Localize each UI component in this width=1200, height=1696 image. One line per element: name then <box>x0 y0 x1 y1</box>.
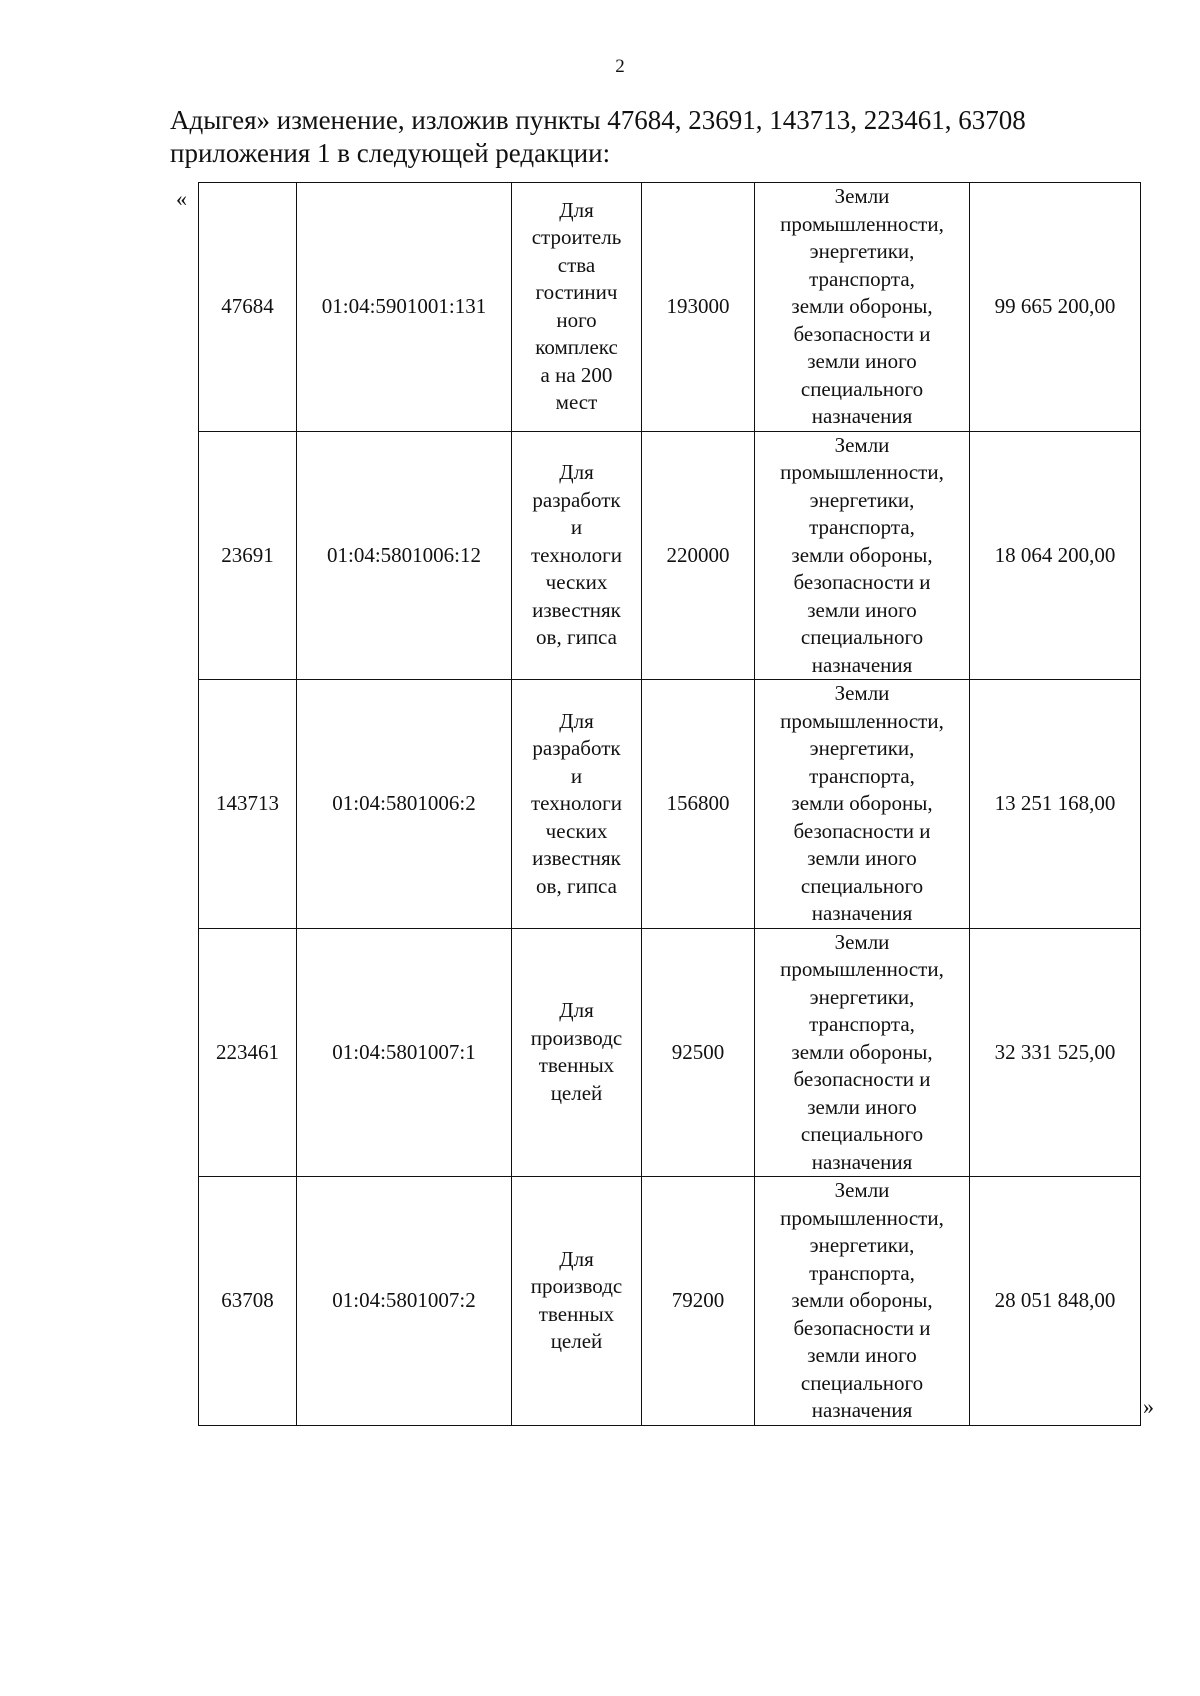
land-category: Земли промышленности, энергетики, транспорта, земли обороны, безопасности и земли иного специального назначения <box>755 1177 970 1426</box>
plot-area: 79200 <box>642 1177 755 1426</box>
cadastral-value: 13 251 168,00 <box>970 680 1141 929</box>
land-category: Земли промышленности, энергетики, транспорта, земли обороны, безопасности и земли иного специального назначения <box>755 183 970 432</box>
cadastral-value: 28 051 848,00 <box>970 1177 1141 1426</box>
plot-number: 47684 <box>199 183 297 432</box>
opening-quote: « <box>176 186 187 211</box>
plot-number: 223461 <box>199 928 297 1177</box>
cadastral-value: 32 331 525,00 <box>970 928 1141 1177</box>
table-row <box>199 183 1141 432</box>
plot-area: 92500 <box>642 928 755 1177</box>
land-plots-table <box>198 182 1141 1426</box>
plot-number: 143713 <box>199 680 297 929</box>
intro-line-2: приложения 1 в следующей редакции: <box>170 138 611 168</box>
permitted-use: Для разработк и технологи ческих известняк ов, гипса <box>512 431 642 680</box>
table-row <box>199 680 1141 929</box>
permitted-use: Для производс твенных целей <box>512 928 642 1177</box>
cadastral-number: 01:04:5801007:1 <box>297 928 512 1177</box>
cadastral-number: 01:04:5801006:2 <box>297 680 512 929</box>
intro-line-1: Адыгея» изменение, изложив пункты 47684, 23691, 143713, 223461, 63708 <box>170 105 1026 135</box>
cadastral-number: 01:04:5801006:12 <box>297 431 512 680</box>
land-category: Земли промышленности, энергетики, транспорта, земли обороны, безопасности и земли иного специального назначения <box>755 431 970 680</box>
permitted-use: Для производс твенных целей <box>512 1177 642 1426</box>
land-category: Земли промышленности, энергетики, транспорта, земли обороны, безопасности и земли иного специального назначения <box>755 928 970 1177</box>
cadastral-value: 18 064 200,00 <box>970 431 1141 680</box>
cadastral-number: 01:04:5801007:2 <box>297 1177 512 1426</box>
intro-paragraph <box>170 104 1130 170</box>
plot-number: 23691 <box>199 431 297 680</box>
plot-area: 193000 <box>642 183 755 432</box>
page-number: 2 <box>615 56 625 77</box>
permitted-use: Для разработк и технологи ческих известняк ов, гипса <box>512 680 642 929</box>
table-row <box>199 1177 1141 1426</box>
closing-quote: » <box>1143 1394 1154 1419</box>
plot-area: 220000 <box>642 431 755 680</box>
table-row <box>199 928 1141 1177</box>
cadastral-number: 01:04:5901001:131 <box>297 183 512 432</box>
plot-area: 156800 <box>642 680 755 929</box>
permitted-use: Для строитель ства гостинич ного комплекс а на 200 мест <box>512 183 642 432</box>
plot-number: 63708 <box>199 1177 297 1426</box>
cadastral-value: 99 665 200,00 <box>970 183 1141 432</box>
table-row <box>199 431 1141 680</box>
land-category: Земли промышленности, энергетики, транспорта, земли обороны, безопасности и земли иного специального назначения <box>755 680 970 929</box>
